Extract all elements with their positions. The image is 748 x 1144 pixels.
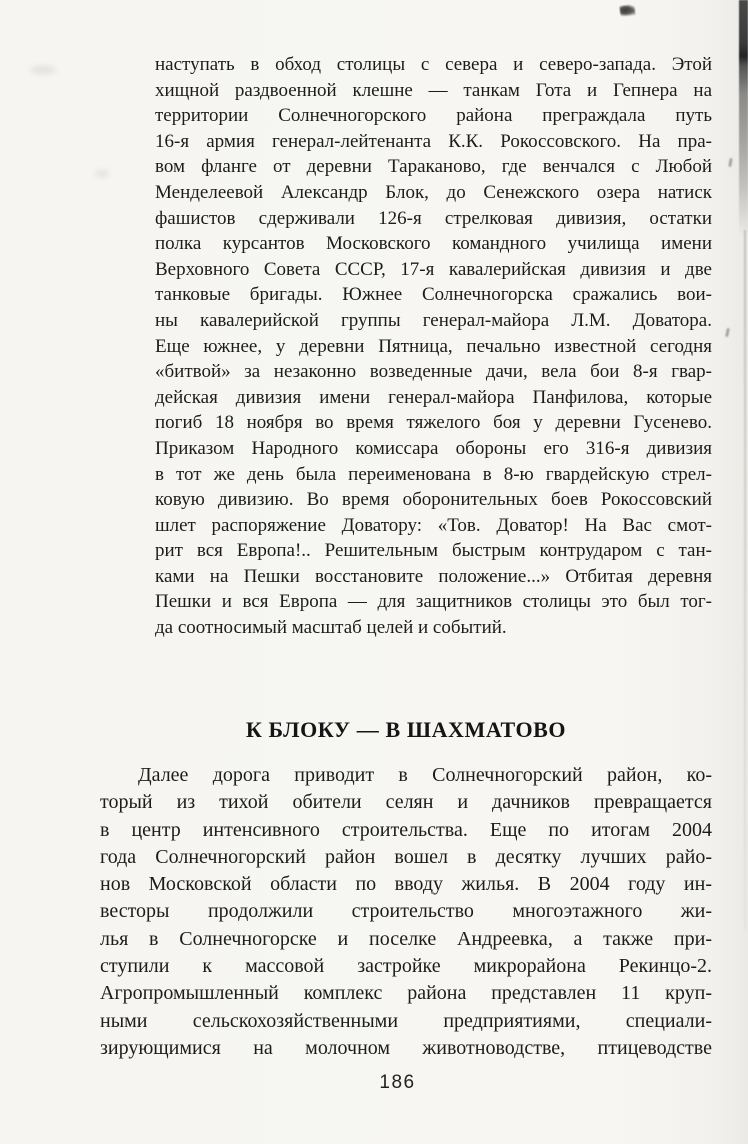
ink-smudge-artifact [619, 4, 635, 17]
text-line: дейская дивизия имени генерал-майора Панфилова, которые [155, 386, 712, 408]
body-paragraph-war-history [155, 52, 712, 641]
text-line: танковые бригады. Южнее Солнечногорска сражались вои- [155, 284, 712, 306]
text-line: ками на Пешки восстановите положение...» Отбитая деревня [155, 565, 712, 587]
text-line: ны кавалерийской группы генерал-майора Л.М. Доватора. [155, 309, 712, 331]
section-heading: К БЛОКУ — В ШАХМАТОВО [245, 717, 567, 743]
text-line: «битвой» за незаконно возведенные дачи, вела бои 8-я гвар- [155, 361, 712, 383]
text-line: ковую дивизию. Во время оборонительных боев Рокоссовский [155, 489, 712, 511]
body-paragraph-solnechnogorsk [100, 762, 712, 1062]
text-line: 16-я армия генерал-лейтенанта К.К. Рокоссовского. На пра- [155, 130, 712, 152]
text-line: фашистов сдерживали 126-я стрелковая дивизия, остатки [155, 207, 712, 229]
text-line: Пешки и вся Европа — для защитников столицы это был тог- [155, 591, 712, 613]
text-line: хищной раздвоенной клешне — танкам Гота и Гепнера на [155, 79, 712, 101]
text-line: весторы продолжили строительство многоэтажного жи- [100, 900, 712, 923]
text-line: территории Солнечногорского района преграждала путь [155, 105, 712, 127]
text-line: Приказом Народного комиссара обороны его 316-я дивизия [155, 437, 712, 459]
scan-edge-shadow [739, 0, 748, 235]
text-line: лья в Солнечногорске и поселке Андреевка, а также при- [100, 927, 712, 950]
text-line: Еще южнее, у деревни Пятница, печально известной сегодня [155, 335, 712, 357]
page-number: 186 [379, 1072, 416, 1093]
text-line: года Солнечногорский район вошел в десятку лучших райо- [100, 845, 712, 868]
scan-smudge [95, 170, 109, 177]
text-line: нов Московской области по вводу жилья. В 2004 году ин- [100, 873, 712, 896]
scan-edge-line [744, 230, 746, 930]
text-line: Далее дорога приводит в Солнечногорский район, ко- [138, 764, 712, 786]
text-line: торый из тихой обители селян и дачников превращается [100, 791, 712, 814]
text-line: ступили к массовой застройке микрорайона Рекинцо-2. [100, 955, 712, 978]
text-line: Агропромышленный комплекс района представлен 11 круп- [100, 982, 712, 1005]
text-line: Менделеевой Александр Блок, до Сенежского озера натиск [155, 181, 712, 203]
text-line: ными сельскохозяйственными предприятиями, специали- [100, 1009, 712, 1032]
scan-smudge [30, 66, 56, 74]
text-line: полка курсантов Московского командного училища имени [155, 233, 712, 255]
text-line: шлет распоряжение Доватору: «Тов. Доватор! На Вас смот- [155, 514, 712, 536]
text-line: рит вся Европа!.. Решительным быстрым контрударом с тан- [155, 540, 712, 562]
text-line: наступать в обход столицы с севера и северо-запада. Этой [155, 54, 712, 75]
text-line: погиб 18 ноября во время тяжелого боя у деревни Гусенево. [155, 412, 712, 434]
text-line: Верховного Совета СССР, 17-я кавалерийская дивизия и две [155, 258, 712, 280]
text-line: зирующимися на молочном животноводстве, птицеводстве [100, 1036, 712, 1059]
scan-speck [725, 328, 730, 337]
text-line: в тот же день была переименована в 8-ю гвардейскую стрел- [155, 463, 712, 485]
text-line: в центр интенсивного строительства. Еще по итогам 2004 [100, 818, 712, 841]
scan-speck [728, 158, 733, 167]
text-line: вом фланге от деревни Тараканово, где венчался с Любой [155, 156, 712, 178]
text-line: да соотносимый масштаб целей и событий. [155, 617, 507, 639]
